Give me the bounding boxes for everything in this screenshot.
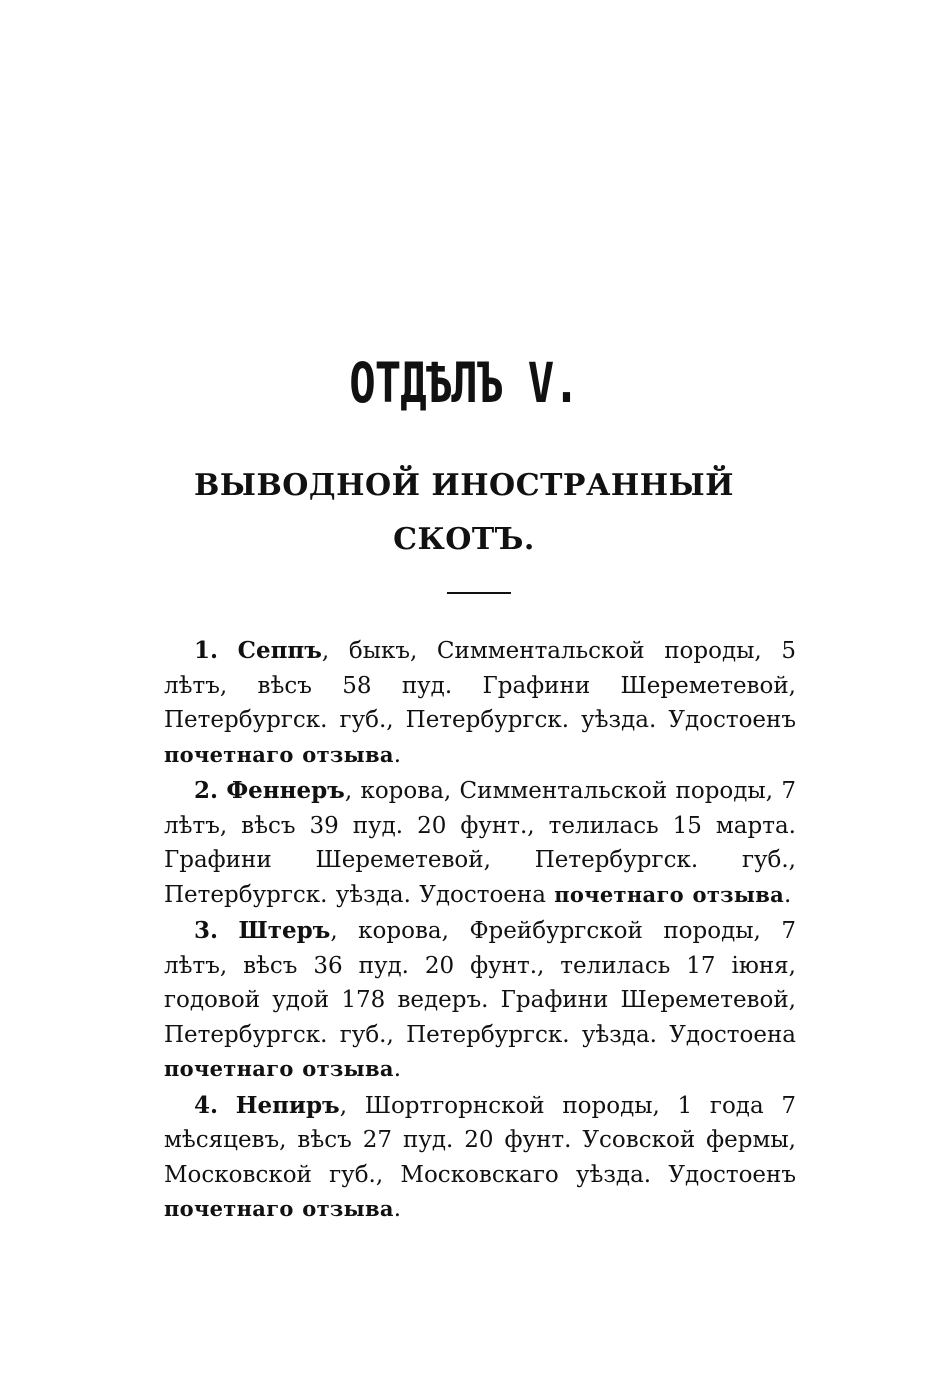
entry-name: Феннеръ (226, 777, 345, 804)
entry-description: , корова, Симментальской породы, 7 лѣтъ, вѣсъ 39 пуд. 20 фунт., телилась 15 марта. Графини Шереметевой, Петербургск. губ., Петербургск. уѣзда. Удостоена (164, 778, 796, 908)
entry-list (164, 634, 796, 1229)
entry-description: , корова, Фрейбургской породы, 7 лѣтъ, вѣсъ 36 пуд. 20 фунт., телилась 17 іюня, годовой удой 178 ведеръ. Графини Шереметевой, Петербургск. губ., Петербургск. уѣзда. Удостоена (164, 918, 796, 1048)
section-title: ОТДѢЛЪ V. (349, 352, 579, 416)
entry-number: 2. (194, 777, 219, 804)
entry-4 (164, 1089, 796, 1227)
entry-name: Сеппъ (237, 637, 322, 664)
entry-end: . (393, 1056, 402, 1082)
entry-number: 1. (194, 637, 219, 664)
entry-description: , Шортгорнской породы, 1 года 7 мѣсяцевъ, вѣсъ 27 пуд. 20 фунт. Усовской фермы, Московской губ., Московскаго уѣзда. Удостоенъ (164, 1092, 796, 1188)
entry-end: . (393, 741, 402, 768)
section-subtitle-line-1: ВЫВОДНОЙ ИНОСТРАННЫЙ (194, 468, 734, 503)
entry-end: . (784, 881, 792, 908)
entry-1 (164, 634, 796, 772)
entry-name: Штеръ (238, 917, 331, 944)
entry-end: . (393, 1196, 402, 1222)
entry-award: почетнаго отзыва (554, 881, 785, 907)
entry-description: , быкъ, Симментальской породы, 5 лѣтъ, вѣсъ 58 пуд. Графини Шереметевой, Петербургск. губ., Петербургск. уѣзда. Удостоенъ (164, 638, 796, 733)
entry-award: почетнаго отзыва (164, 741, 394, 767)
entry-name: Непиръ (235, 1091, 340, 1119)
entry-2 (164, 774, 796, 912)
entry-number: 4. (194, 1091, 219, 1119)
entry-award: почетнаго отзыва (164, 1056, 394, 1081)
entry-award: почетнаго отзыва (164, 1196, 394, 1221)
section-subtitle-line-2: СКОТЪ. (393, 522, 535, 557)
divider-rule (447, 592, 511, 594)
entry-number: 3. (194, 917, 219, 944)
entry-3 (164, 914, 796, 1087)
